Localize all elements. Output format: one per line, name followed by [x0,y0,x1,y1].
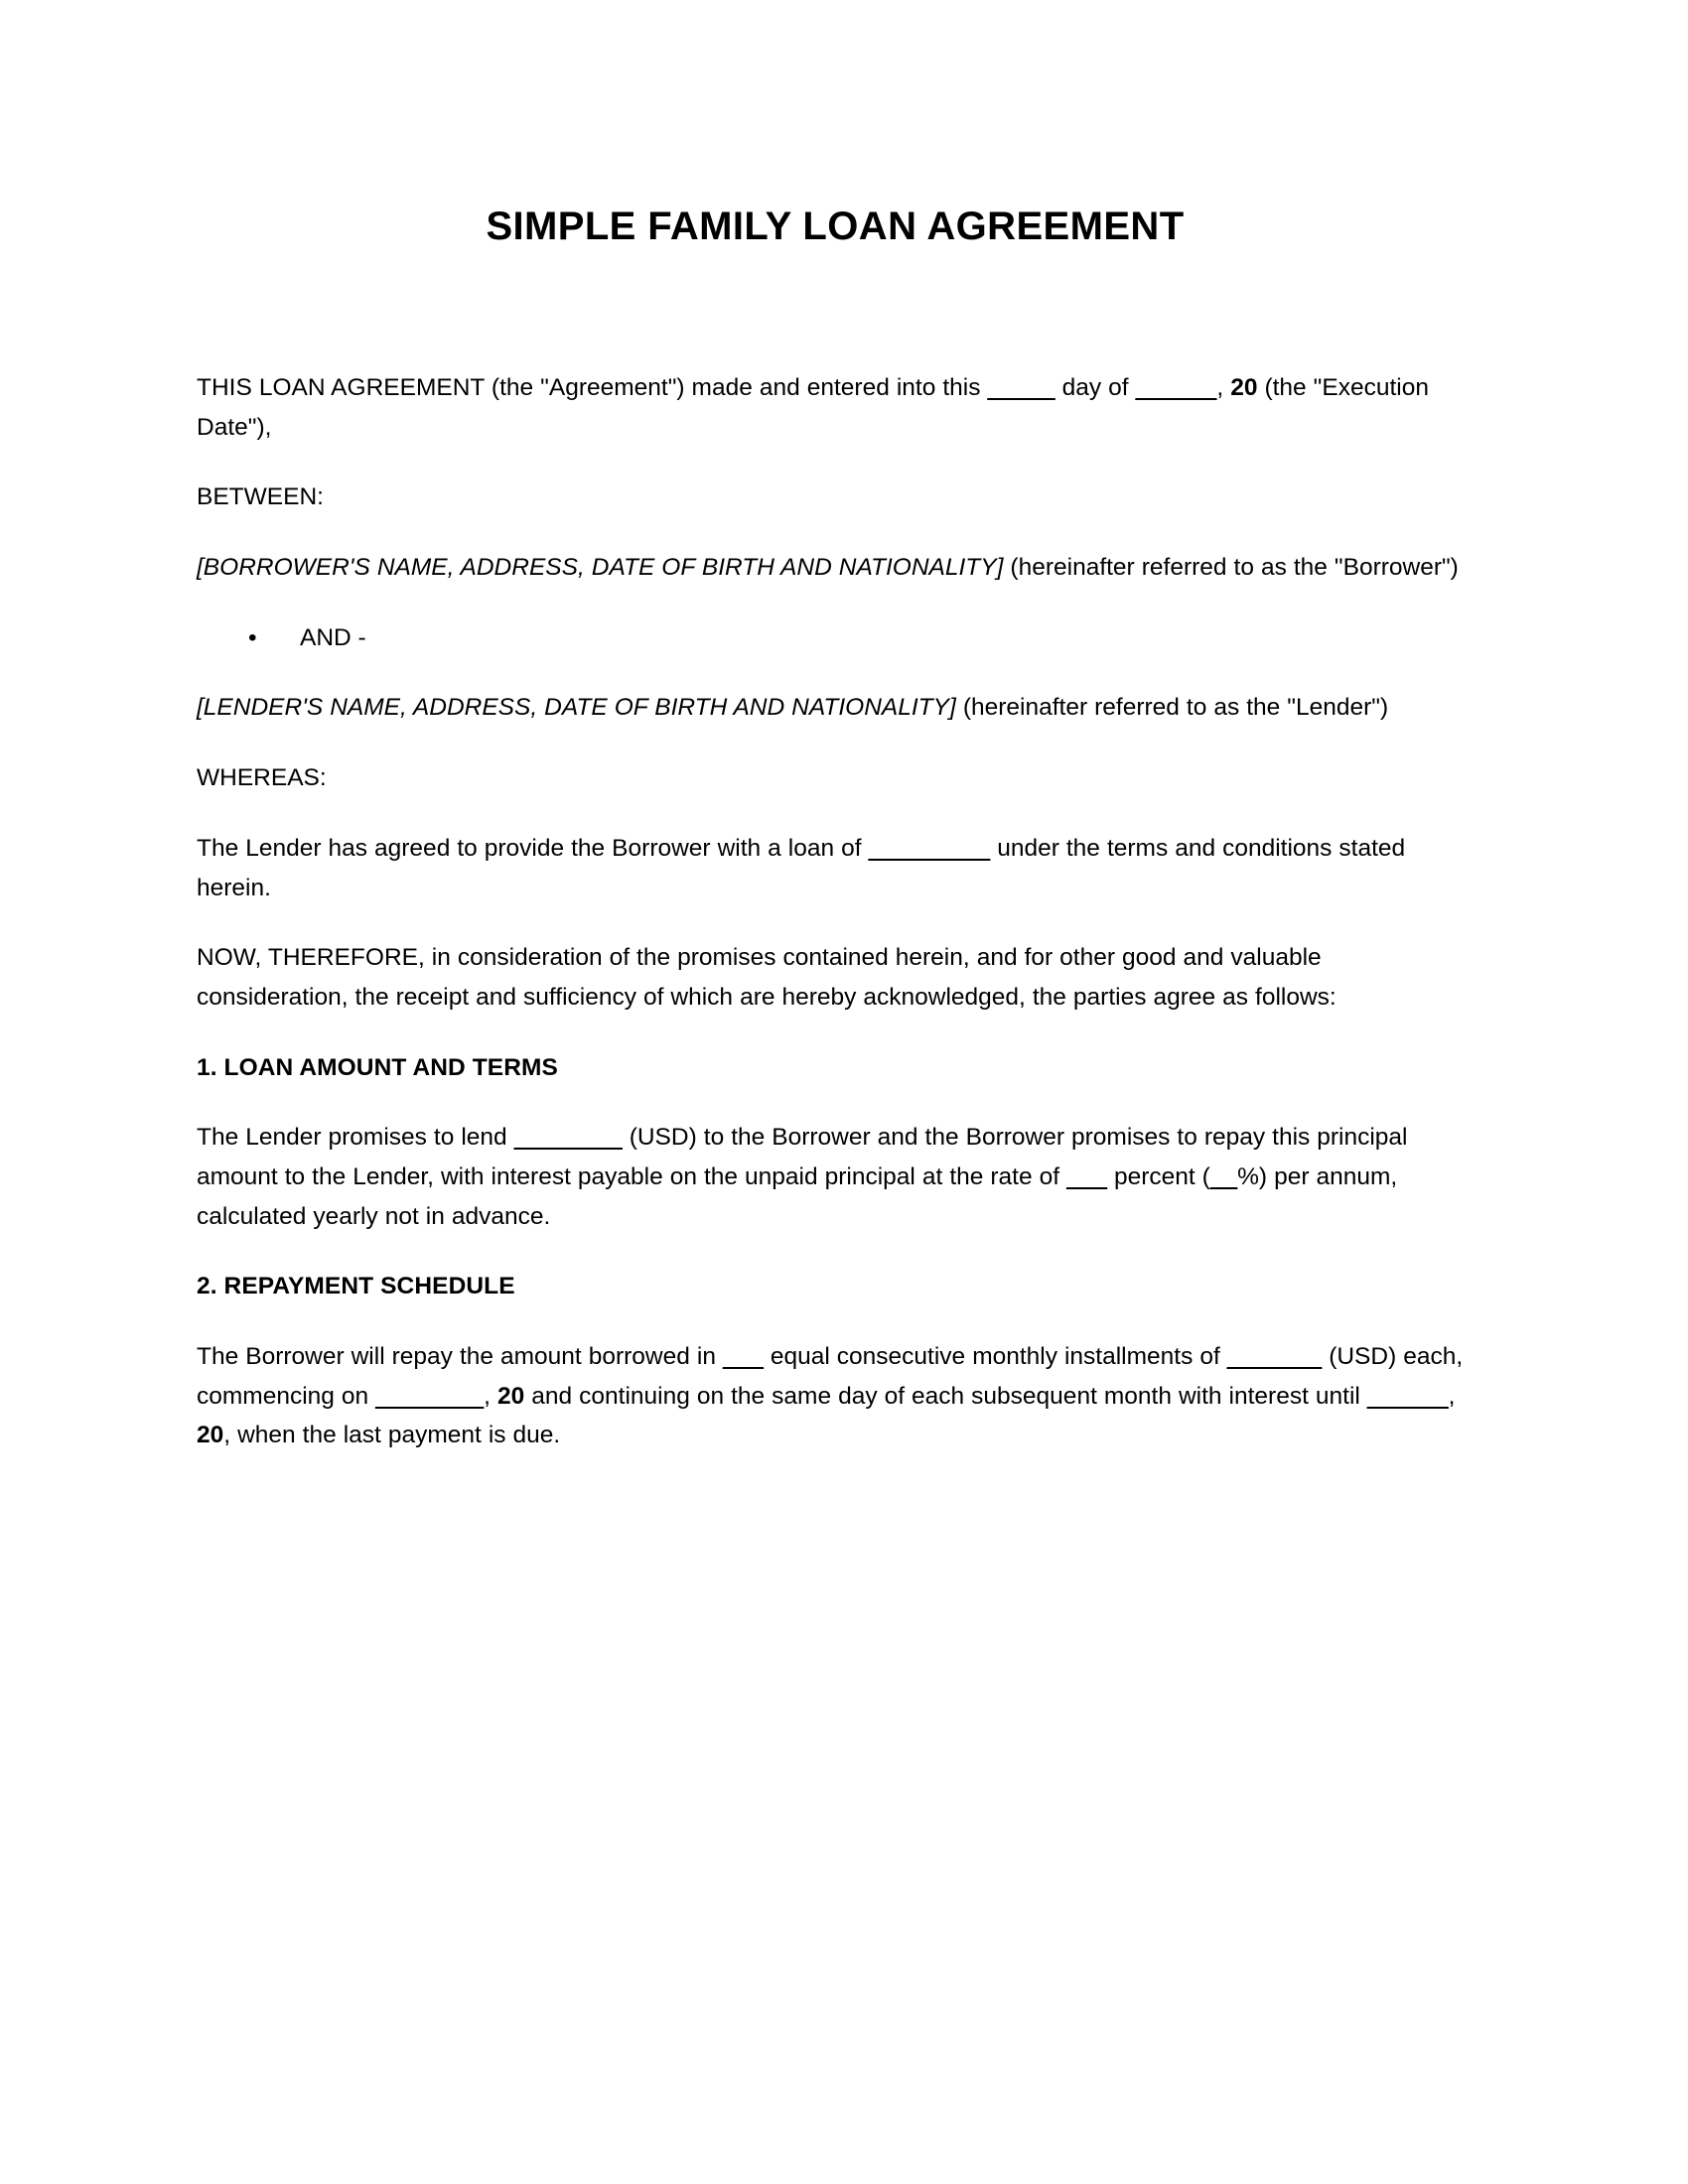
section-2-part-1: The Borrower will repay the amount borrowed in [197,1343,723,1370]
section-2-part-6: , [1448,1382,1456,1410]
intro-paragraph [197,368,1474,447]
whereas-clause [197,829,1474,907]
section-heading-repayment-schedule: 2. REPAYMENT SCHEDULE [197,1273,515,1300]
now-therefore-paragraph: NOW, THEREFORE, in consideration of the promises contained herein, and for other good and valuable consideration, the receipt and sufficiency of which are hereby acknowledged, the parties agree as follows: [197,944,1336,1011]
intro-year-prefix: 20 [1230,374,1258,401]
intro-text-part-2: day of [1055,374,1136,401]
whereas-text-part-1: The Lender has agreed to provide the Borrower with a loan of [197,834,869,862]
blank-month-field[interactable]: ______ [1135,374,1217,401]
section-2-year-start: 20 [497,1382,525,1410]
lender-placeholder[interactable]: [LENDER'S NAME, ADDRESS, DATE OF BIRTH AND NATIONALITY] [197,694,956,722]
section-1-part-1: The Lender promises to lend [197,1124,514,1152]
between-label: BETWEEN: [197,483,324,511]
blank-start-date-field[interactable]: ________ [375,1382,485,1410]
section-heading-loan-amount: 1. LOAN AMOUNT AND TERMS [197,1053,558,1081]
blank-rate-number-field[interactable]: __ [1209,1162,1238,1190]
page-title: SIMPLE FAMILY LOAN AGREEMENT [486,205,1185,248]
section-2-body [197,1337,1474,1455]
blank-day-field[interactable]: _____ [987,374,1055,401]
section-2-part-5: and continuing on the same day of each subsequent month with interest until [524,1382,1367,1410]
section-2-part-3: (USD) each, commencing on [197,1343,1464,1410]
blank-end-date-field[interactable]: ______ [1366,1382,1449,1410]
whereas-text-part-2: under the terms and conditions stated herein. [197,834,1406,901]
blank-principal-field[interactable]: ________ [513,1124,623,1152]
borrower-placeholder[interactable]: [BORROWER'S NAME, ADDRESS, DATE OF BIRTH AND NATIONALITY] [197,554,1004,582]
blank-rate-words-field[interactable]: ___ [1066,1162,1107,1190]
section-2-year-end: 20 [197,1422,224,1449]
intro-text-part-4: (the "Execution Date"), [197,374,1429,441]
section-1-part-4: %) per annum, calculated yearly not in advance. [197,1162,1398,1230]
section-1-part-3: percent ( [1106,1162,1210,1190]
document-body [197,0,1474,1486]
lender-suffix: (hereinafter referred to as the "Lender") [955,694,1389,722]
bullet-icon: • [248,623,257,651]
and-label: AND - [300,623,366,651]
lender-paragraph [197,688,1474,728]
and-bullet-list [197,618,1474,658]
list-item [197,618,1474,658]
section-1-part-2: (USD) to the Borrower and the Borrower promises to repay this principal amount to the Lender, with interest payable on the unpaid principal at the rate of [197,1124,1408,1190]
borrower-paragraph [197,548,1474,588]
intro-text-part-3: , [1216,374,1231,401]
borrower-suffix: (hereinafter referred to as the "Borrower") [1003,554,1459,582]
blank-payment-amount-field[interactable]: _______ [1226,1343,1323,1370]
section-2-part-4: , [484,1382,497,1410]
blank-installments-field[interactable]: ___ [722,1343,764,1370]
section-2-part-2: equal consecutive monthly installments of [763,1343,1227,1370]
whereas-label: WHEREAS: [197,764,327,792]
intro-text-part-1: THIS LOAN AGREEMENT (the "Agreement") made and entered into this [197,374,988,401]
section-2-part-7: , when the last payment is due. [223,1422,561,1449]
blank-loan-amount-field[interactable]: _________ [868,834,991,862]
section-1-body [197,1118,1474,1236]
